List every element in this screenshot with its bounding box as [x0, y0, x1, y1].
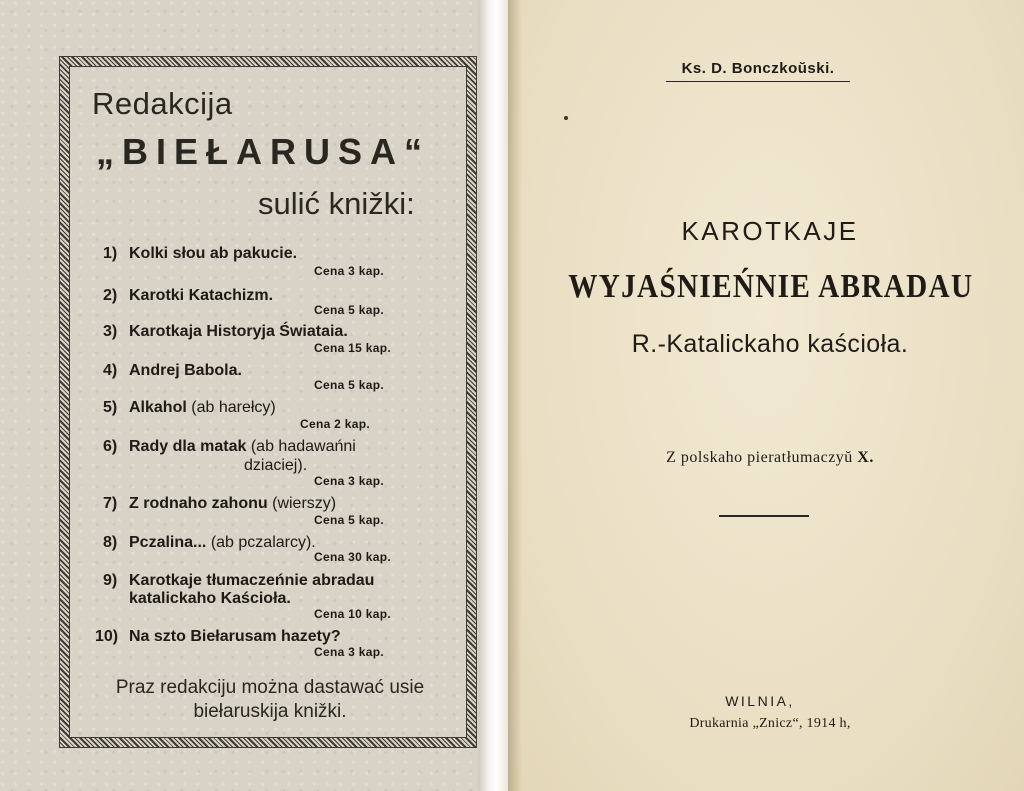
ad-header-redakcija: Redakcija: [92, 86, 233, 121]
book-price: Cena 3 kap.: [314, 474, 384, 488]
book-title: Andrej Babola.: [129, 362, 242, 379]
author-underline: [666, 81, 850, 82]
book-list-item: [103, 494, 453, 513]
book-title: Karotkaja Historyja Świataia.: [129, 323, 348, 340]
book-price: Cena 5 kap.: [314, 513, 384, 527]
book-list-item: [103, 398, 453, 417]
book-price: Cena 3 kap.: [314, 264, 384, 278]
book-title: Karotkaje tłumaczeńnie abradau: [129, 572, 375, 589]
book-number: 3): [103, 323, 118, 340]
ink-dot: [564, 116, 568, 120]
book-number: 7): [103, 495, 118, 512]
book-title: Alkahol: [129, 399, 187, 416]
page-edge-shadow: [508, 0, 522, 791]
title-line-2: WYJAŚNIEŃNIE ABRADAU: [568, 268, 974, 305]
book-subtitle: (ab pczalarcy).: [210, 534, 316, 551]
book-price: Cena 30 kap.: [314, 550, 391, 564]
book-price: Cena 5 kap.: [314, 378, 384, 392]
translator-credit: [560, 449, 980, 467]
book-list-item: [103, 244, 453, 263]
book-gutter: [478, 0, 508, 791]
imprint-printer: Drukarnia „Znicz“, 1914 h,: [689, 716, 851, 731]
translator-mark: X.: [857, 449, 874, 466]
book-subtitle: (wierszy): [272, 495, 337, 512]
book-title: Z rodnaho zahonu: [129, 495, 268, 512]
ad-header-offer: sulić knižki:: [258, 186, 415, 221]
book-list-item: [103, 286, 453, 305]
book-price: Cena 15 kap.: [314, 341, 391, 355]
book-title: Na szto Biełarusam hazety?: [129, 628, 341, 645]
book-number: 10): [95, 628, 119, 645]
book-title: Kolki słou ab pakucie.: [129, 245, 298, 262]
book-number: 2): [103, 287, 118, 304]
book-title: Rady dla matak: [129, 438, 247, 455]
book-subtitle: (ab harełcy): [191, 399, 276, 416]
translator-text: Z polskaho pieratłumaczyŭ: [666, 449, 853, 466]
book-list-item: [103, 571, 453, 590]
title-page: [508, 0, 1024, 791]
book-title: Karotki Katachizm.: [129, 287, 274, 304]
title-line-3: R.-Katalickaho kaścioła.: [631, 330, 909, 358]
decorative-rule: [719, 515, 809, 517]
book-number: 4): [103, 362, 118, 379]
author-name: Ks. D. Bonczkoŭski.: [681, 60, 835, 77]
book-subtitle: (ab hadawańni: [250, 438, 356, 455]
book-list-item: [103, 322, 453, 341]
ad-footer-line: biełaruskija knižki.: [193, 701, 347, 722]
book-list-item: [103, 437, 453, 456]
book-price: Cena 5 kap.: [314, 303, 384, 317]
book-number: 9): [103, 572, 118, 589]
book-list-item: [95, 627, 445, 646]
ad-header-newspaper-name: „BIEŁARUSA“: [96, 131, 431, 172]
book-subtitle-continued: dziaciej).: [244, 457, 308, 474]
book-number: 5): [103, 399, 118, 416]
book-number: 6): [103, 438, 118, 455]
ad-footer-line: Praz redakciju można dastawać usie: [115, 677, 425, 698]
ad-footer: [80, 676, 460, 724]
book-list-item: [103, 361, 453, 380]
book-title-continued: katalickaho Kaścioła.: [129, 590, 291, 607]
book-number: 1): [103, 245, 118, 262]
book-price: Cena 10 kap.: [314, 607, 391, 621]
title-line-1: KAROTKAJE: [681, 216, 859, 246]
imprint-city: WILNIA,: [725, 693, 795, 709]
book-list-item: [103, 533, 453, 552]
book-price: Cena 3 kap.: [314, 645, 384, 659]
book-title: Pczalina...: [129, 534, 207, 551]
book-price: Cena 2 kap.: [300, 417, 370, 431]
book-number: 8): [103, 534, 118, 551]
